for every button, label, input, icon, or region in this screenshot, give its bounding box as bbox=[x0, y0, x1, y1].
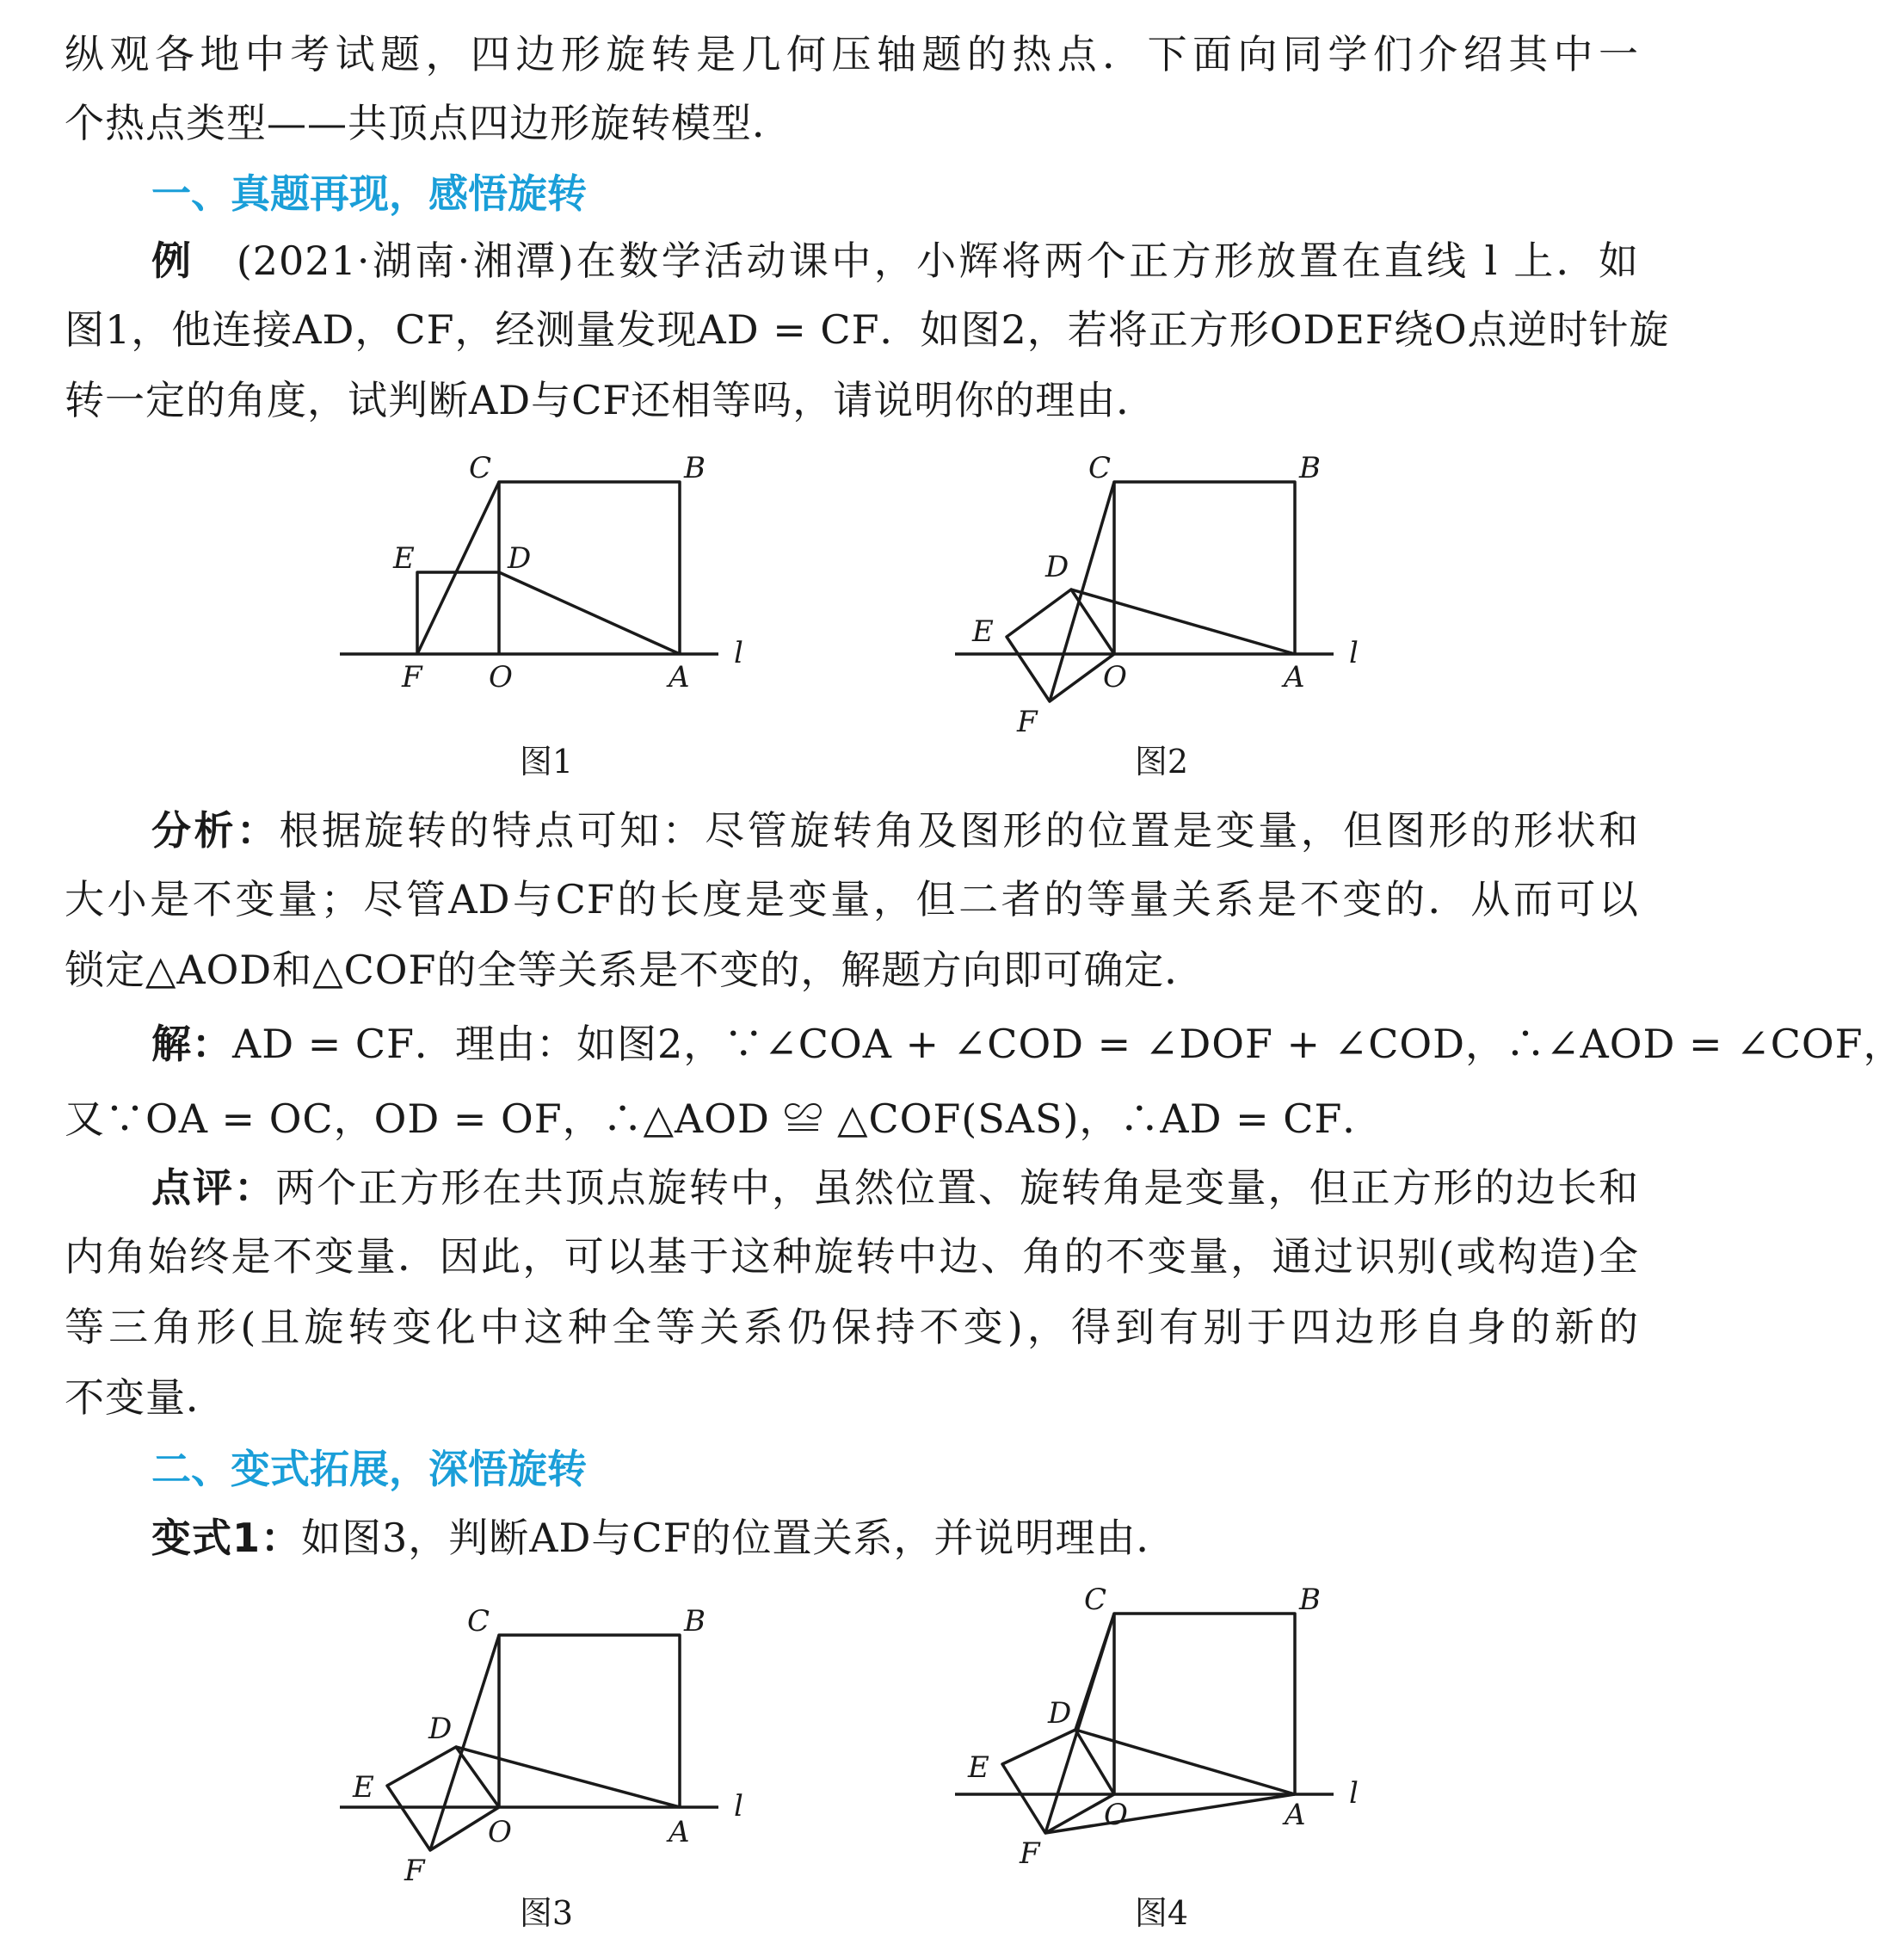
figure-4-diagram bbox=[955, 1575, 1385, 1871]
solution-lead: 解： bbox=[151, 1021, 232, 1067]
section-2-heading: 二、变式拓展，深悟旋转 bbox=[151, 1446, 587, 1492]
figure-3-caption: 图3 bbox=[519, 1894, 574, 1932]
section-1-heading: 一、真题再现，感悟旋转 bbox=[151, 170, 587, 217]
label-D: D bbox=[1045, 550, 1069, 584]
comment-line-2: 内角始终是不变量．因此，可以基于这种旋转中边、角的不变量，通过识别(或构造)全 bbox=[65, 1233, 1639, 1280]
label-B: B bbox=[684, 451, 706, 485]
square-ODEF bbox=[1002, 1730, 1114, 1833]
intro-line-2: 个热点类型——共顶点四边形旋转模型． bbox=[65, 100, 792, 146]
label-A: A bbox=[669, 1815, 690, 1849]
figure-2-diagram bbox=[955, 447, 1385, 740]
label-l: l bbox=[1349, 636, 1359, 670]
comment-line-4: 不变量． bbox=[65, 1374, 226, 1421]
label-C: C bbox=[467, 1604, 490, 1639]
figure-4-caption: 图4 bbox=[1134, 1894, 1189, 1932]
label-C: C bbox=[1084, 1583, 1107, 1617]
square-ODEF bbox=[417, 572, 499, 654]
label-D: D bbox=[1048, 1696, 1072, 1731]
figure-1-diagram bbox=[340, 447, 770, 706]
solution-line-1 bbox=[151, 1014, 1904, 1074]
example-text-1: (2021·湖南·湘潭)在数学活动课中，小辉将两个正方形放置在直线 l 上．如 bbox=[194, 238, 1640, 284]
label-F: F bbox=[402, 660, 422, 694]
analysis-lead: 分析： bbox=[151, 807, 280, 854]
segment-AD bbox=[1071, 589, 1295, 654]
figure-3 bbox=[340, 1592, 770, 1888]
variant-1-text: 如图3，判断AD与CF的位置关系，并说明理由． bbox=[301, 1515, 1177, 1561]
label-A: A bbox=[1285, 1798, 1306, 1832]
figure-4 bbox=[955, 1575, 1385, 1871]
label-O: O bbox=[489, 660, 513, 694]
solution-line-2: 又∵OA = OC，OD = OF，∴△AOD ≌ △COF(SAS)，∴AD = CF． bbox=[65, 1095, 1383, 1142]
example-line-1 bbox=[151, 231, 1639, 291]
variant-1-line bbox=[151, 1508, 1639, 1568]
segment-AD bbox=[456, 1747, 680, 1807]
label-F: F bbox=[404, 1854, 425, 1888]
square-ODEF bbox=[387, 1747, 499, 1850]
label-E: E bbox=[972, 614, 994, 649]
figure-1 bbox=[340, 447, 770, 706]
label-O: O bbox=[1104, 1798, 1128, 1832]
label-l: l bbox=[734, 1789, 743, 1824]
label-F: F bbox=[1020, 1836, 1040, 1871]
label-D: D bbox=[508, 541, 532, 576]
label-B: B bbox=[1299, 451, 1321, 485]
solution-text-1: AD = CF．理由：如图2，∵∠COA + ∠COD = ∠DOF + ∠COD，∴∠AOD = ∠COF， bbox=[232, 1021, 1904, 1067]
label-O: O bbox=[488, 1815, 512, 1849]
analysis-line-3: 锁定△AOD和△COF的全等关系是不变的，解题方向即可确定． bbox=[65, 947, 1205, 993]
label-D: D bbox=[428, 1712, 453, 1746]
example-line-3: 转一定的角度，试判断AD与CF还相等吗，请说明你的理由． bbox=[65, 377, 1157, 423]
analysis-line-2: 大小是不变量；尽管AD与CF的长度是变量，但二者的等量关系是不变的．从而可以 bbox=[65, 876, 1639, 923]
square-ODEF bbox=[1007, 589, 1114, 701]
label-E: E bbox=[393, 541, 415, 576]
variant-1-lead: 变式1： bbox=[151, 1515, 302, 1561]
example-line-2: 图1，他连接AD，CF，经测量发现AD = CF．如图2，若将正方形ODEF绕O点逆时针旋 bbox=[65, 306, 1670, 353]
label-l: l bbox=[734, 636, 743, 670]
label-O: O bbox=[1103, 660, 1127, 694]
label-B: B bbox=[1299, 1583, 1321, 1617]
label-B: B bbox=[684, 1604, 706, 1639]
figure-1-caption: 图1 bbox=[519, 743, 574, 781]
label-C: C bbox=[1088, 451, 1112, 485]
label-C: C bbox=[469, 451, 492, 485]
label-l: l bbox=[1349, 1776, 1359, 1811]
analysis-line-1 bbox=[151, 800, 1639, 861]
label-E: E bbox=[968, 1750, 989, 1785]
label-E: E bbox=[353, 1770, 374, 1805]
intro-line-1: 纵观各地中考试题，四边形旋转是几何压轴题的热点．下面向同学们介绍其中一 bbox=[65, 31, 1639, 77]
comment-text-1: 两个正方形在共顶点旋转中，虽然位置、旋转角是变量，但正方形的边长和 bbox=[275, 1164, 1640, 1211]
label-A: A bbox=[669, 660, 690, 694]
comment-lead: 点评： bbox=[151, 1164, 276, 1211]
figure-3-diagram bbox=[340, 1592, 770, 1888]
figure-2 bbox=[955, 447, 1385, 740]
label-A: A bbox=[1284, 660, 1305, 694]
example-lead: 例 bbox=[151, 238, 194, 284]
comment-line-3: 等三角形(且旋转变化中这种全等关系仍保持不变)，得到有别于四边形自身的新的 bbox=[65, 1304, 1639, 1350]
segment-CD bbox=[1075, 1614, 1114, 1730]
segment-AD bbox=[499, 572, 680, 654]
segment-CF bbox=[417, 482, 499, 654]
analysis-text-1: 根据旋转的特点可知：尽管旋转角及图形的位置是变量，但图形的形状和 bbox=[279, 807, 1640, 854]
figure-2-caption: 图2 bbox=[1134, 743, 1189, 781]
comment-line-1 bbox=[151, 1157, 1639, 1218]
label-F: F bbox=[1017, 705, 1038, 739]
